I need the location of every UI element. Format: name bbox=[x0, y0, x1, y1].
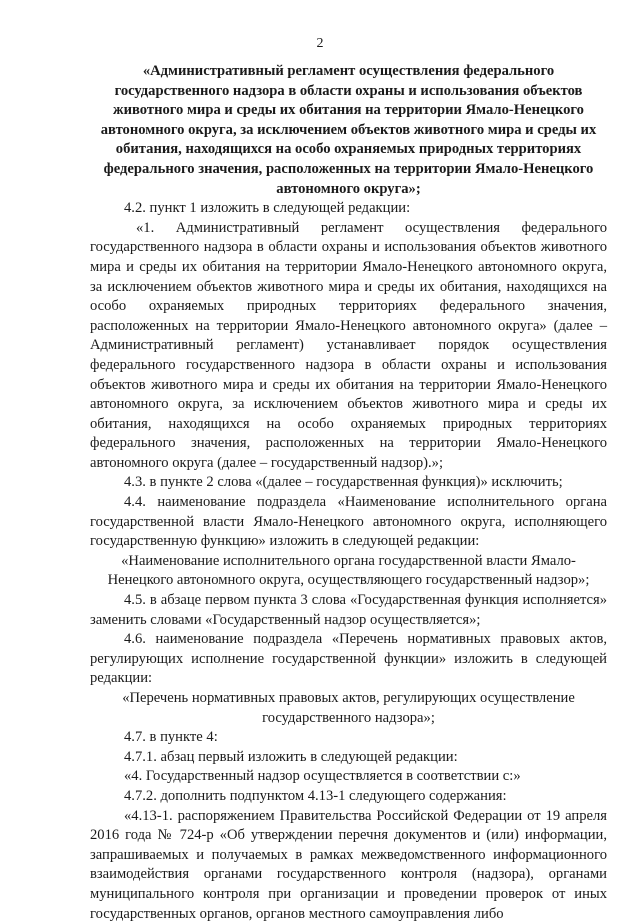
page-number: 2 bbox=[316, 36, 324, 51]
paragraph-4-2: 4.2. пункт 1 изложить в следующей редакции: bbox=[124, 200, 411, 217]
paragraph-4-6: 4.6. наименование подраздела «Перечень нормативных правовых актов, регулирующих исполнение государственной функции» изложить в следующей редакции: bbox=[90, 631, 607, 687]
paragraph-4-7-1: 4.7.1. абзац первый изложить в следующей редакции: bbox=[124, 748, 458, 765]
paragraph-4-4: 4.4. наименование подраздела «Наименование исполнительного органа государственной власти Ямало-Ненецкого автономного округа, исполняющего государственную функцию» изложить в следующей редакции: bbox=[90, 494, 607, 550]
paragraph-quote-1: «1. Административный регламент осуществления федерального государственного надзора в области охраны и использования объектов животного мира и среды их обитания на территории Ямало-Ненецкого автономного округа, за исключением объектов животного мира и среды их обитания, находящихся на особо охраняемых природных территориях федерального значения, расположенных на территории Ямало-Ненецкого автономного округа» (далее – Административный регламент) устанавливает порядок осуществления федерального государственного надзора в области охраны и использования объектов животного мира и среды их обитания на территории Ямало-Ненецкого автономного округа, за исключением объектов животного мира и среды их обитания, находящихся на особо охраняемых природных территориях федерального значения, расположенных на территории Ямало-Ненецкого автономного округа (далее – государственный надзор).»; bbox=[90, 219, 607, 471]
paragraph-4-3: 4.3. в пункте 2 слова «(далее – государственная функция)» исключить; bbox=[124, 474, 563, 491]
paragraph-quote-heading-1: «Наименование исполнительного органа государственной власти Ямало-Ненецкого автономного округа, осуществляющего государственный надзор»; bbox=[107, 552, 590, 589]
paragraph-4-5: 4.5. в абзаце первом пункта 3 слова «Государственная функция исполняется» заменить словами «Государственный надзор осуществляется»; bbox=[90, 592, 607, 628]
regulation-title: «Административный регламент осуществления федерального государственного надзора в области охраны и использования объектов животного мира и среды их обитания на территории Ямало-Ненецкого автономного округа, за исключением объектов животного мира и среды их обитания, находящихся на особо охраняемых природных территориях федерального значения, расположенных на территории Ямало-Ненецкого автономного округа»; bbox=[100, 63, 597, 197]
paragraph-quote-heading-2: «Перечень нормативных правовых актов, регулирующих осуществление государственного надзора»; bbox=[122, 690, 575, 726]
document-body bbox=[90, 62, 607, 924]
paragraph-4-7-2: 4.7.2. дополнить подпунктом 4.13-1 следующего содержания: bbox=[124, 787, 507, 804]
paragraph-quote-4-13-1: «4.13-1. распоряжением Правительства Российской Федерации от 19 апреля 2016 года № 724-р «Об утверждении перечня документов и (или) информации, запрашиваемых и получаемых в рамках межведомственного информационного взаимодействия органами государственного контроля (надзора), органами муниципального контроля при организации и проведении проверок от иных государственных органов, органов местного самоуправления либо bbox=[90, 807, 607, 922]
paragraph-4-7: 4.7. в пункте 4: bbox=[124, 729, 218, 746]
paragraph-quote-4: «4. Государственный надзор осуществляется в соответствии с:» bbox=[124, 768, 521, 785]
